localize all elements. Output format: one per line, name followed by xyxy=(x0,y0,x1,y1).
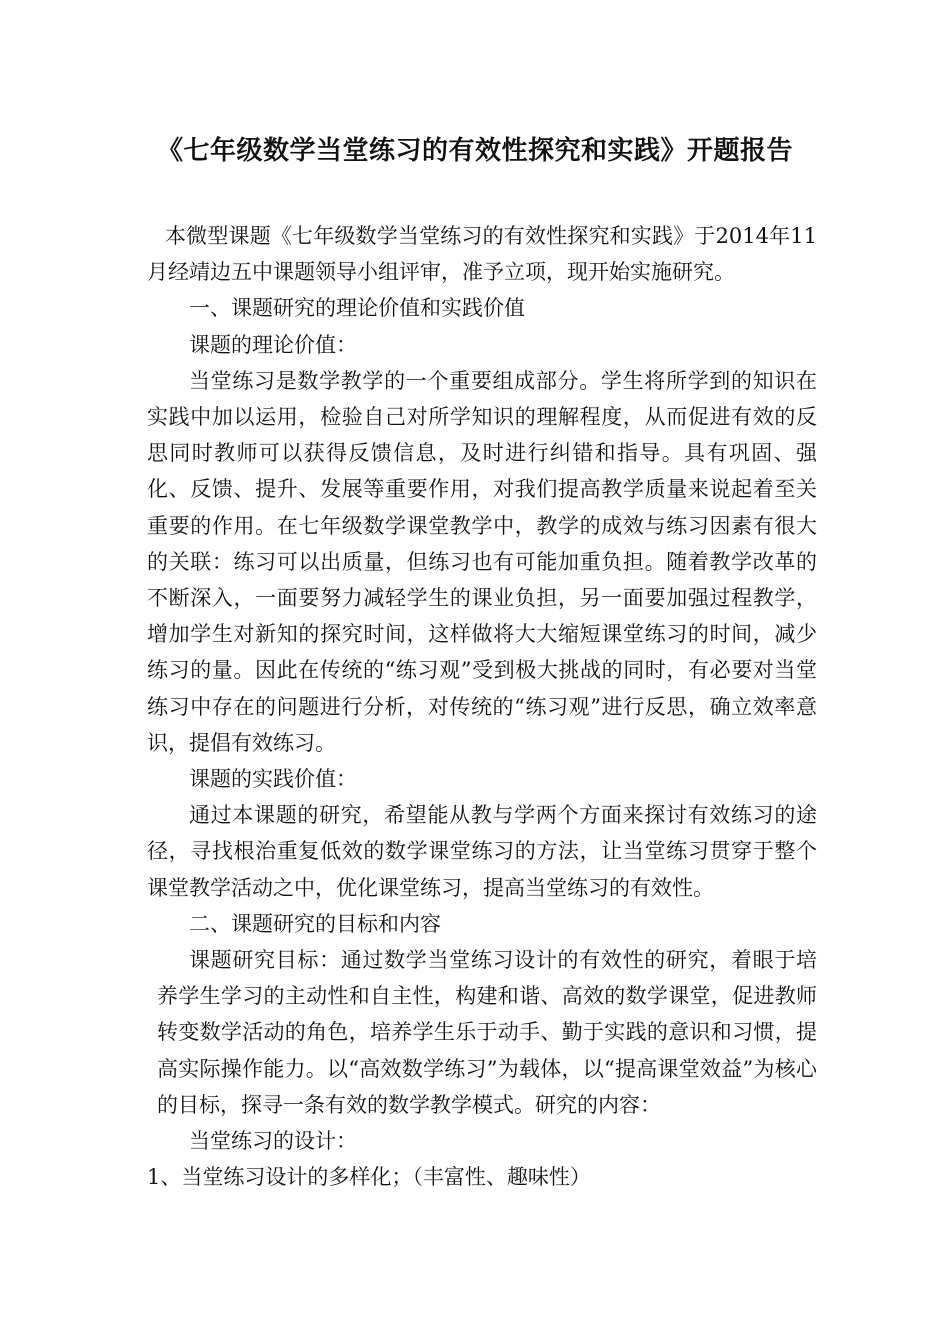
subheading-practice-value: 课题的实践价值： xyxy=(189,767,357,792)
document-body xyxy=(147,218,817,1195)
section-heading-1: 一、课题研究的理论价值和实践价值 xyxy=(189,296,525,321)
section-heading-2: 二、课题研究的目标和内容 xyxy=(189,911,441,936)
theory-value-paragraph: 当堂练习是数学教学的一个重要组成部分。学生将所学到的知识在实践中加以运用，检验自己对所学知识的理解程度，从而促进有效的反思同时教师可以获得反馈信息，及时进行纠错和指导。具有巩固、强化、反馈、提升、发展等重要作用，对我们提高教学质量来说起着至关重要的作用。在七年级数学课堂教学中，教学的成效与练习因素有很大的关联：练习可以出质量，但练习也有可能加重负担。随着教学改革的不断深入，一面要努力减轻学生的课业负担，另一面要加强过程教学，增加学生对新知的探究时间，这样做将大大缩短课堂练习的时间，减少练习的量。因此在传统的“练习观”受到极大挑战的同时，有必要对当堂练习中存在的问题进行分析，对传统的“练习观”进行反思，确立效率意识，提倡有效练习。 xyxy=(147,368,817,755)
intro-paragraph: 本微型课题《七年级数学当堂练习的有效性探究和实践》于2014年11月经靖边五中课题领导小组评审，准予立项，现开始实施研究。 xyxy=(147,224,817,285)
practice-value-paragraph: 通过本课题的研究，希望能从教与学两个方面来探讨有效练习的途径，寻找根治重复低效的数学课堂练习的方法，让当堂练习贯穿于整个课堂教学活动之中，优化课堂练习，提高当堂练习的有效性。 xyxy=(147,803,817,900)
subheading-theory-value: 课题的理论价值： xyxy=(189,332,357,357)
research-goal-paragraph: 课题研究目标：通过数学当堂练习设计的有效性的研究，着眼于培养学生学习的主动性和自主性，构建和谐、高效的数学课堂，促进教师转变数学活动的角色，培养学生乐于动手、勤于实践的意识和习惯，提高实际操作能力。以“高效数学练习”为载体，以“提高课堂效益”为核心的目标，探寻一条有效的数学教学模式。研究的内容： xyxy=(157,948,817,1117)
subheading-exercise-design: 当堂练习的设计： xyxy=(189,1129,357,1154)
document-title: 《七年级数学当堂练习的有效性探究和实践》开题报告 xyxy=(156,136,793,166)
list-item-1: 1、当堂练习设计的多样化；（丰富性、趣味性） xyxy=(147,1165,591,1190)
